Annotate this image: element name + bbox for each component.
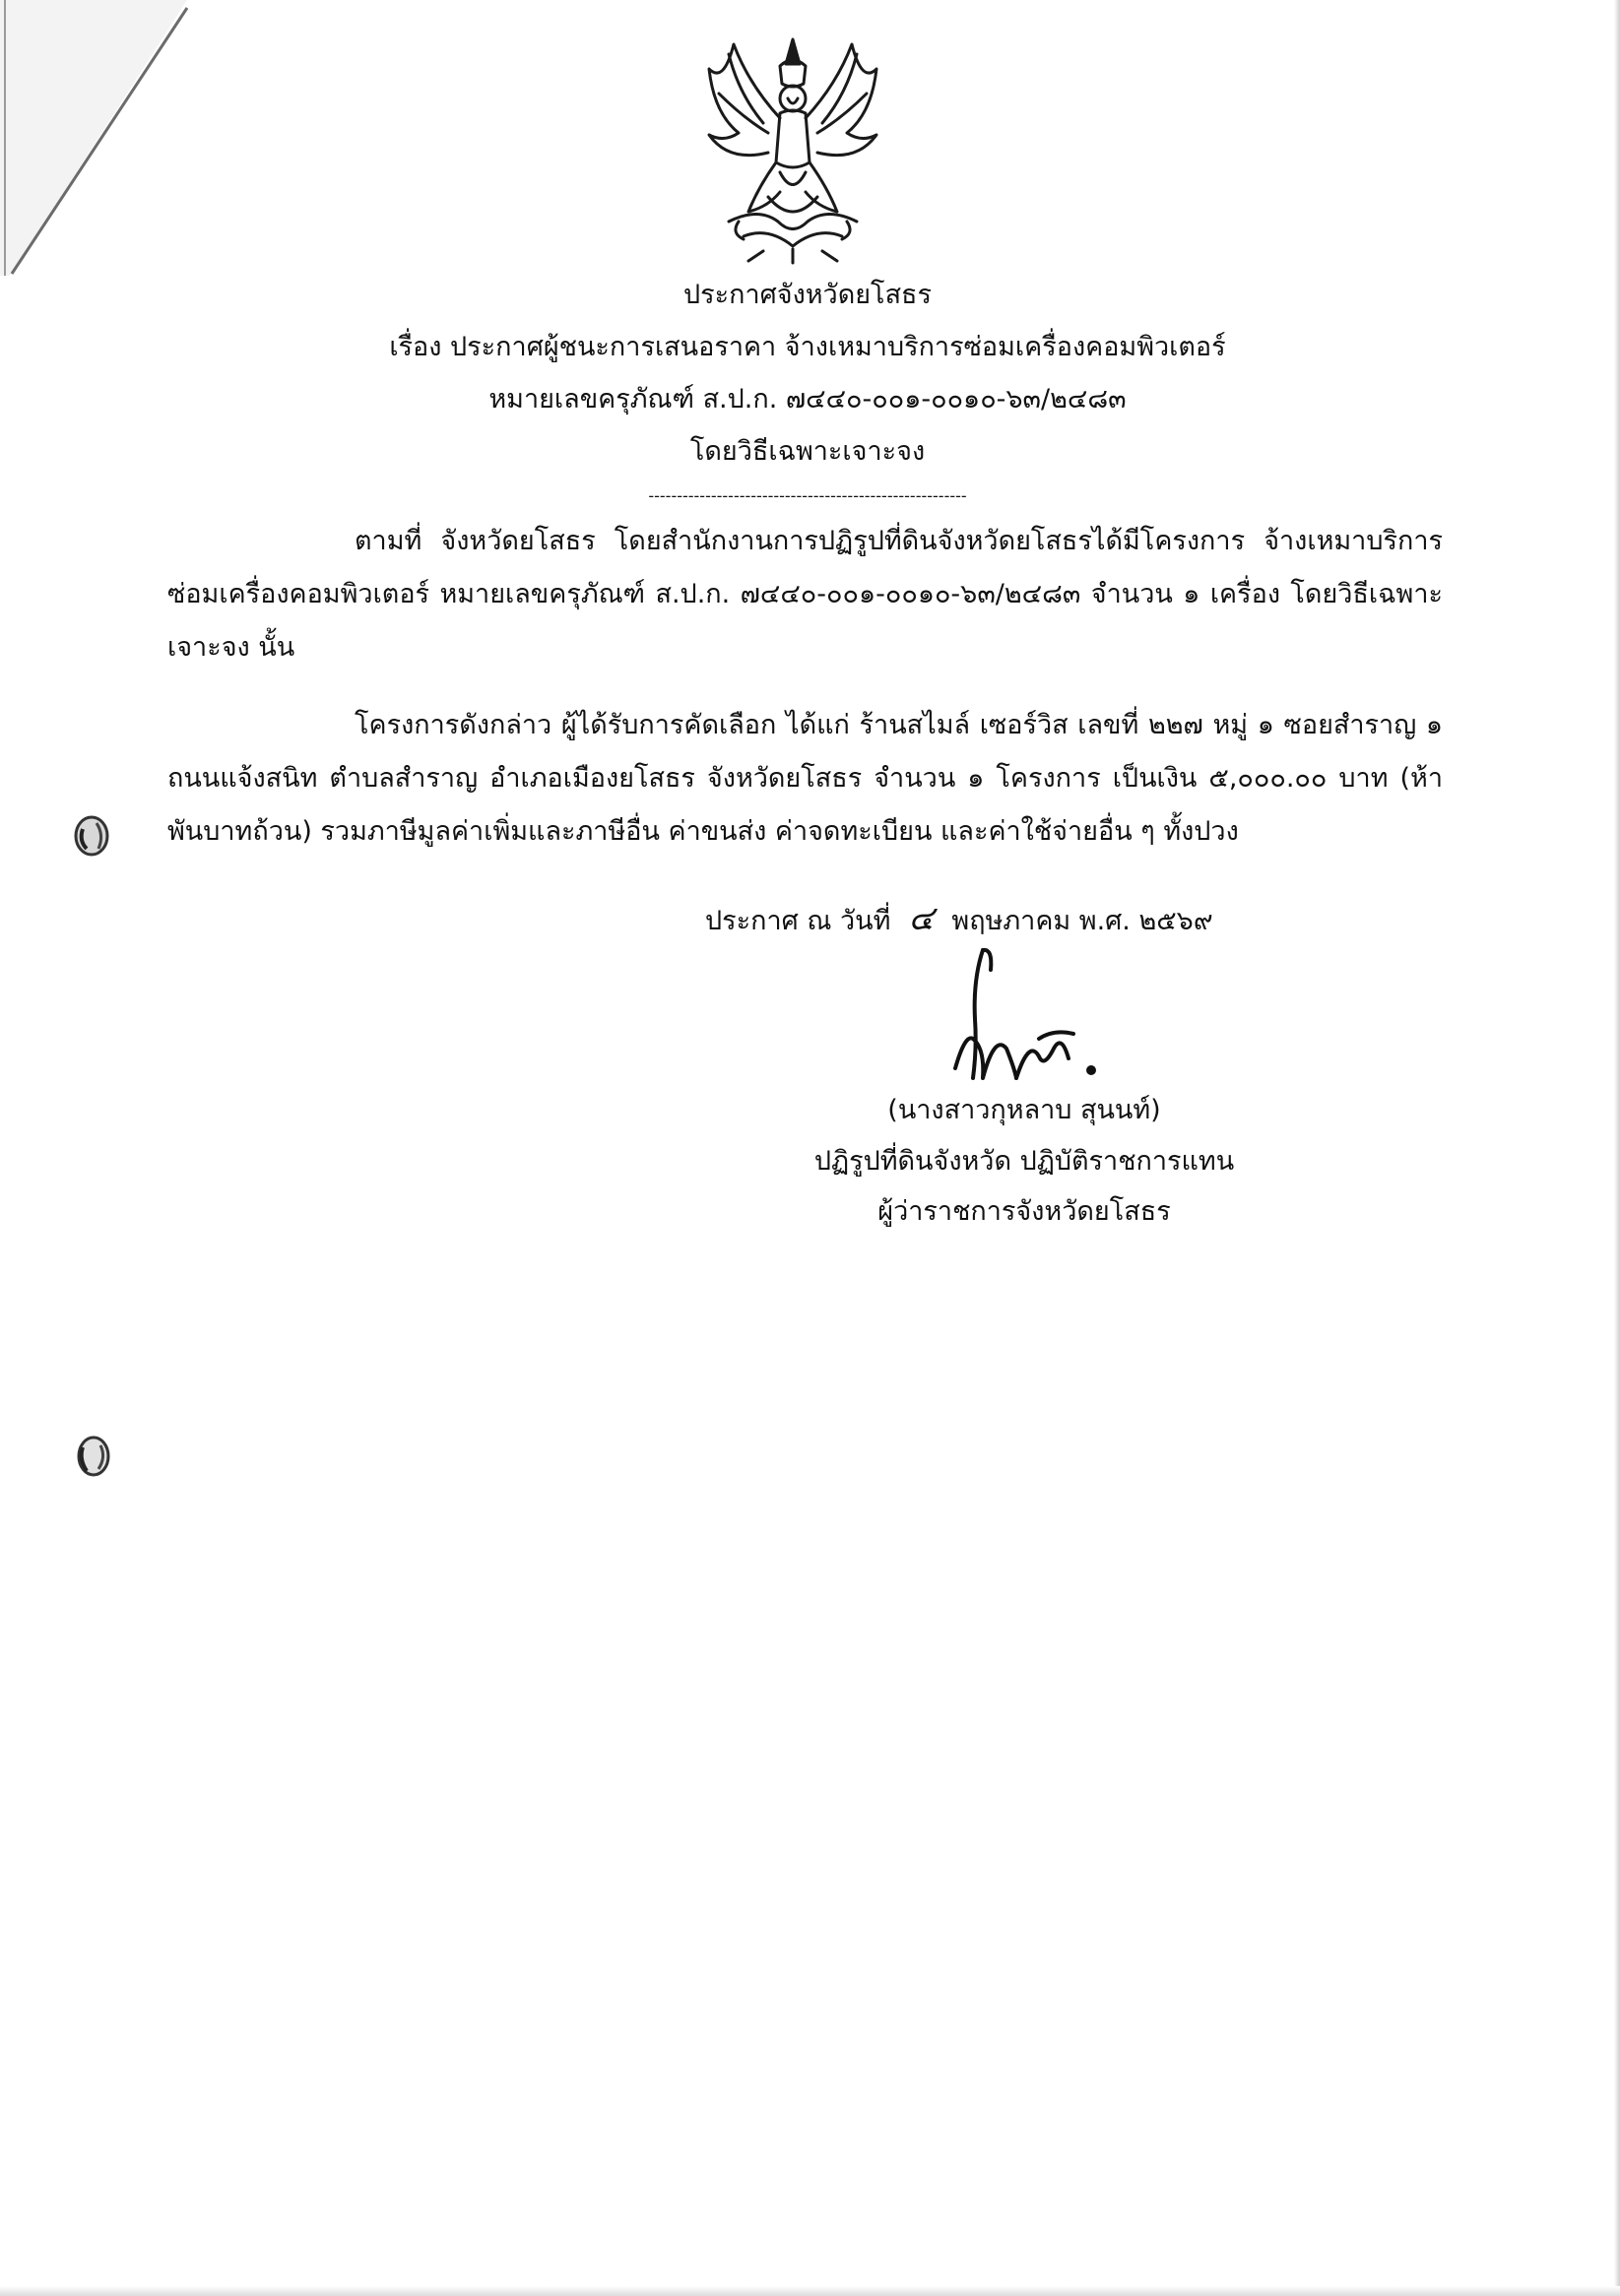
scan-bottom-edge [0, 2286, 1620, 2296]
date-month-year: พฤษภาคม พ.ศ. ๒๕๖๙ [951, 906, 1213, 936]
garuda-emblem [670, 25, 916, 271]
document-title: ประกาศจังหวัดยโสธร [682, 280, 933, 310]
signer-authority: ผู้ว่าราชการจังหวัดยโสธร [877, 1196, 1171, 1227]
scan-right-edge [1614, 0, 1620, 2296]
asset-reference-number: หมายเลขครุภัณฑ์ ส.ป.ก. ๗๔๔๐-๐๐๑-๐๐๑๐-๖๓/๒๔๘๓ [488, 384, 1127, 415]
document-subject: เรื่อง ประกาศผู้ชนะการเสนอราคา จ้างเหมาบริการซ่อมเครื่องคอมพิวเตอร์ [389, 332, 1226, 362]
date-day: ๔ [908, 899, 935, 938]
handwritten-signature [945, 940, 1103, 1088]
announcement-date [705, 901, 1213, 939]
folded-corner-shadow [0, 0, 197, 295]
signer-position: ปฏิรูปที่ดินจังหวัด ปฏิบัติราชการแทน [813, 1146, 1235, 1177]
header-divider: -------------------------------------------------------- [648, 486, 967, 505]
body-paragraph-2 [167, 699, 1443, 859]
paragraph-text: ตามที่ จังหวัดยโสธร โดยสำนักงานการปฏิรูปที่ดินจังหวัดยโสธรได้มีโครงการ จ้างเหมาบริการซ่อมเครื่องคอมพิวเตอร์ หมายเลขครุภัณฑ์ ส.ป.ก. ๗๔๔๐-๐๐๑-๐๐๑๐-๖๓/๒๔๘๓ จำนวน ๑ เครื่อง โดยวิธีเฉพาะเจาะจง นั้น [167, 526, 1443, 663]
punch-hole [71, 1434, 116, 1479]
punch-hole [69, 813, 114, 859]
signer-name: (นางสาวกุหลาบ สุนนท์) [887, 1095, 1161, 1125]
paragraph-text: โครงการดังกล่าว ผู้ได้รับการคัดเลือก ได้แก่ ร้านสไมล์ เซอร์วิส เลขที่ ๒๒๗ หมู่ ๑ ซอยสำราญ ๑ ถนนแจ้งสนิท ตำบลสำราญ อำเภอเมืองยโสธร จังหวัดยโสธร จำนวน ๑ โครงการ เป็นเงิน ๕,๐๐๐.๐๐ บาท (ห้าพันบาทถ้วน) รวมภาษีมูลค่าเพิ่มและภาษีอื่น ค่าขนส่ง ค่าจดทะเบียน และค่าใช้จ่ายอื่น ๆ ทั้งปวง [167, 710, 1443, 847]
procurement-method: โดยวิธีเฉพาะเจาะจง [689, 436, 926, 467]
body-paragraph-1 [167, 515, 1443, 674]
date-prefix: ประกาศ ณ วันที่ [705, 906, 891, 936]
